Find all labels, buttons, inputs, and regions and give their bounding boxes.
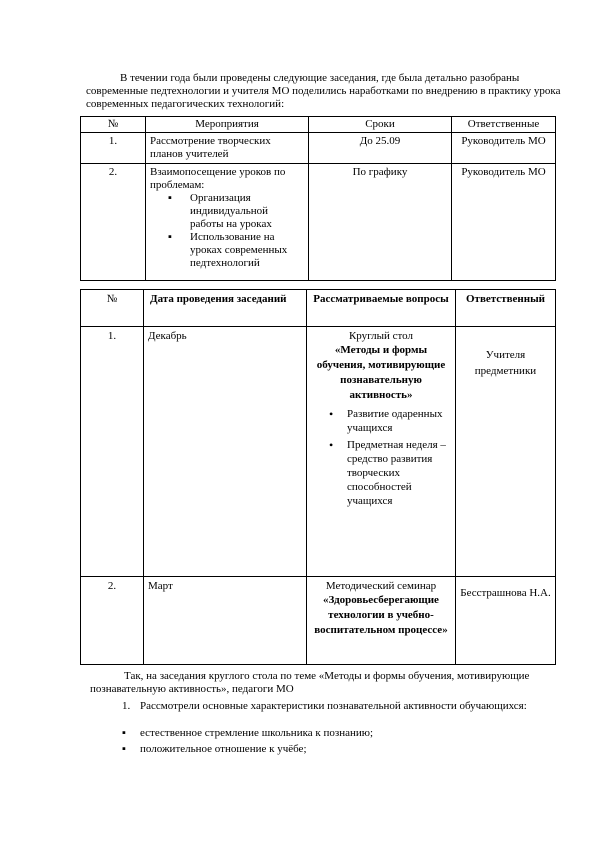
meeting-type: Круглый стол: [348, 330, 414, 342]
responsible-cell: Бесстрашнова Н.А.: [456, 577, 556, 665]
list-item: ▪ естественное стремление школьника к познанию;: [90, 727, 560, 740]
list-item: • Развитие одаренных учащихся: [311, 407, 451, 435]
conclusion-section: [90, 670, 560, 759]
table-row: [81, 133, 556, 164]
questions-cell: [307, 577, 456, 665]
responsible-cell: Руководитель МО: [452, 164, 556, 281]
responsible-cell: Руководитель МО: [452, 133, 556, 164]
table-row: [81, 577, 556, 665]
list-number: 1.: [122, 700, 131, 712]
list-item: • Предметная неделя – средство развития творческих способностей учащихся: [311, 438, 451, 508]
table-header-row: [81, 290, 556, 327]
event-cell: Рассмотрение творческих планов учителей: [146, 133, 309, 164]
intro-paragraph: В течении года были проведены следующие заседания, где была детально разобраны современные педтехнологии и учителя МО поделились наработками по внедрению в практику урока современных педагогических технологий:: [86, 72, 561, 110]
row-number: 2.: [81, 164, 146, 281]
bullet-list: [90, 727, 560, 756]
list-item: ▪ Организация индивидуальной работы на уроках: [168, 192, 304, 231]
column-header-terms: Сроки: [309, 117, 452, 133]
table-row: [81, 327, 556, 577]
date-cell: Декабрь: [144, 327, 307, 577]
term-cell: По графику: [309, 164, 452, 281]
list-item: ▪ положительное отношение к учёбе;: [90, 743, 560, 756]
column-header-events: Мероприятия: [146, 117, 309, 133]
responsible-cell: Учителя предметники: [456, 327, 556, 577]
events-table: [80, 116, 556, 281]
event-cell: [146, 164, 309, 281]
row-number: 1.: [81, 133, 146, 164]
event-sublist: [150, 192, 304, 270]
term-cell: До 25.09: [309, 133, 452, 164]
column-header-number: №: [81, 290, 144, 327]
topic-sublist: [311, 407, 451, 508]
numbered-list: [90, 700, 560, 713]
event-text: Взаимопосещение уроков по проблемам:: [150, 166, 286, 191]
meeting-type: Методический семинар: [325, 580, 437, 592]
date-cell: Март: [144, 577, 307, 665]
column-header-date: Дата проведения заседаний: [144, 290, 307, 327]
table-header-row: [81, 117, 556, 133]
meetings-table: [80, 289, 556, 665]
list-item: [90, 700, 560, 713]
list-item: ▪ Использование на уроках современных педтехнологий: [168, 231, 304, 270]
questions-cell: [307, 327, 456, 577]
row-number: 1.: [81, 327, 144, 577]
meeting-topic: «Здоровьесберегающие технологии в учебно-воспитательном процессе»: [314, 594, 448, 636]
column-header-responsible: Ответственный: [456, 290, 556, 327]
column-header-responsible: Ответственные: [452, 117, 556, 133]
column-header-questions: Рассматриваемые вопросы: [307, 290, 456, 327]
column-header-number: №: [81, 117, 146, 133]
table-row: [81, 164, 556, 281]
meeting-topic: «Методы и формы обучения, мотивирующие познавательную активность»: [316, 344, 446, 401]
list-item-text: Рассмотрели основные характеристики познавательной активности обучающихся:: [140, 700, 527, 712]
row-number: 2.: [81, 577, 144, 665]
conclusion-paragraph: Так, на заседания круглого стола по теме «Методы и формы обучения, мотивирующие познавательную активность», педагоги МО: [90, 670, 530, 695]
